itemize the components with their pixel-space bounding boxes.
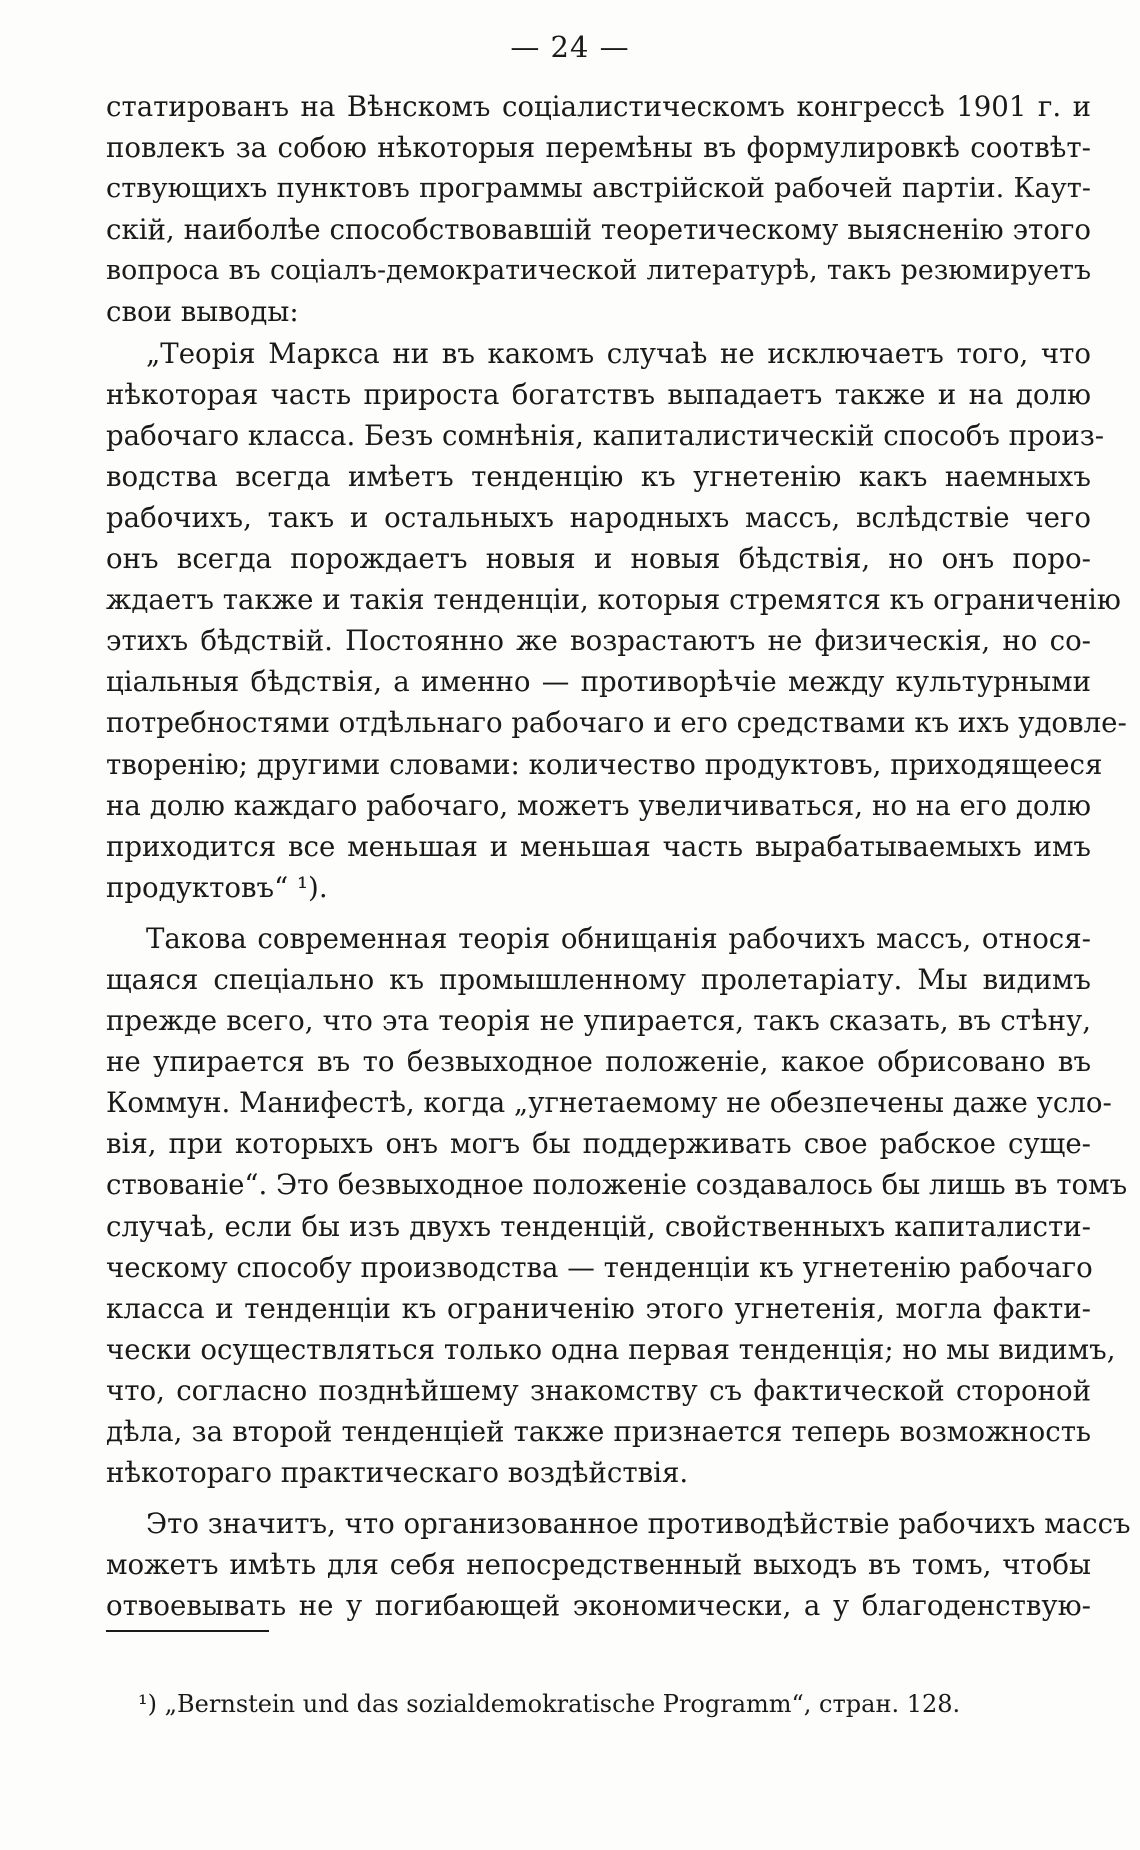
- text-line: скій, наиболѣе способствовавшій теоретическому выясненію этого: [106, 213, 1091, 247]
- text-line: Коммун. Манифестѣ, когда „угнетаемому не обезпечены даже усло-: [106, 1086, 1112, 1120]
- text-line: чески осуществляться только одна первая тенденція; но мы видимъ,: [106, 1332, 1116, 1366]
- text-line: ціальныя бѣдствія, а именно — противорѣчіе между культурными: [106, 665, 1091, 699]
- text-line: нѣкоторая часть прироста богатствъ выпадаетъ также и на долю: [106, 377, 1091, 411]
- text-line: рабочаго класса. Безъ сомнѣнія, капиталистическій способъ произ-: [106, 418, 1105, 452]
- text-line: „Теорія Маркса ни въ какомъ случаѣ не исключаетъ того, что: [146, 336, 1091, 370]
- text-line: ческому способу производства — тенденціи къ угнетенію рабочаго: [106, 1250, 1093, 1284]
- text-line: творенію; другими словами: количество продуктовъ, приходящееся: [106, 747, 1103, 781]
- footnote-divider: [106, 1630, 269, 1632]
- text-line: щаяся спеціально къ промышленному пролетаріату. Мы видимъ: [106, 962, 1091, 996]
- text-line: онъ всегда порождаетъ новыя и новыя бѣдствія, но онъ поро-: [106, 542, 1091, 576]
- text-line: статированъ на Вѣнскомъ соціалистическомъ конгрессѣ 1901 г. и: [106, 90, 1091, 123]
- text-line: можетъ имѣть для себя непосредственный выходъ въ томъ, чтобы: [106, 1548, 1091, 1582]
- text-line: рабочихъ, такъ и остальныхъ народныхъ массъ, вслѣдствіе чего: [106, 500, 1091, 534]
- text-line: потребностями отдѣльнаго рабочаго и его средствами къ ихъ удовле-: [106, 706, 1127, 740]
- text-line: Это значитъ, что организованное противодѣйствіе рабочихъ массъ: [146, 1507, 1131, 1541]
- text-line: на долю каждаго рабочаго, можетъ увеличиваться, но на его долю: [106, 788, 1091, 822]
- text-line: продуктовъ“ ¹).: [106, 870, 328, 904]
- paragraph-quote: [106, 333, 1127, 908]
- text-line: этихъ бѣдствій. Постоянно же возрастаютъ не физическія, но со-: [106, 624, 1091, 658]
- body-text: [106, 86, 1131, 1626]
- paragraph-conclusion: [106, 1503, 1131, 1626]
- text-line: случаѣ, если бы изъ двухъ тенденцій, свойственныхъ капиталисти-: [106, 1209, 1091, 1243]
- text-line: Такова современная теорія обнищанія рабочихъ массъ, относя-: [146, 921, 1091, 955]
- text-line: водства всегда имѣетъ тенденцію къ угнетенію какъ наемныхъ: [106, 459, 1091, 493]
- text-line: вопроса въ соціалъ-демократической литературѣ, такъ резюмируетъ: [106, 255, 1091, 287]
- text-line: не упирается въ то безвыходное положеніе, какое обрисовано въ: [106, 1045, 1091, 1079]
- text-line: свои выводы:: [106, 295, 299, 329]
- text-line: отвоевывать не у погибающей экономически, а у благоденствую-: [106, 1589, 1091, 1623]
- page-number: — 24 —: [510, 30, 630, 64]
- paragraph-theory: [106, 918, 1128, 1493]
- paragraph-intro: [106, 86, 1091, 333]
- text-line: нѣкотораго практическаго воздѣйствія.: [106, 1456, 689, 1490]
- text-line: ствующихъ пунктовъ программы австрійской рабочей партіи. Каут-: [106, 173, 1091, 205]
- text-line: вія, при которыхъ онъ могъ бы поддерживать свое рабское суще-: [106, 1127, 1091, 1161]
- text-line: класса и тенденціи къ ограниченію этого угнетенія, могла факти-: [106, 1291, 1091, 1325]
- text-line: дѣла, за второй тенденціей также признается теперь возможность: [106, 1415, 1091, 1448]
- text-line: прежде всего, что эта теорія не упирается, такъ сказать, въ стѣну,: [106, 1004, 1091, 1038]
- text-line: приходится все меньшая и меньшая часть вырабатываемыхъ имъ: [106, 829, 1091, 863]
- text-line: что, согласно позднѣйшему знакомству съ фактической стороной: [106, 1373, 1091, 1407]
- text-line: ждаетъ также и такія тенденціи, которыя стремятся къ ограниченію: [106, 583, 1121, 617]
- text-line: ствованіе“. Это безвыходное положеніе создавалось бы лишь въ томъ: [106, 1168, 1128, 1202]
- text-line: повлекъ за собою нѣкоторыя перемѣны въ формулировкѣ соотвѣт-: [106, 131, 1091, 165]
- footnote: ¹) „Bernstein und das sozialdemokratische Programm“, стран. 128.: [138, 1690, 961, 1718]
